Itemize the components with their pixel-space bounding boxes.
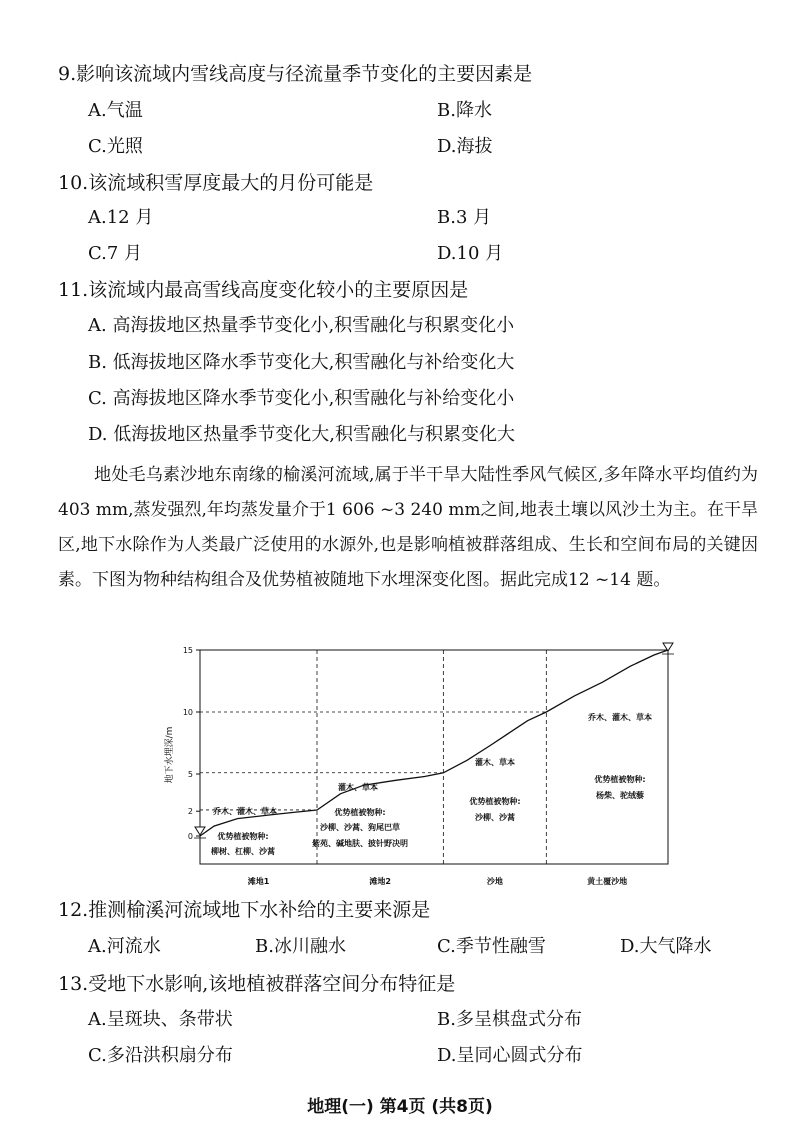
y-tick-label-15: 15 <box>182 646 193 655</box>
y-tick-label-10: 10 <box>182 708 193 717</box>
q11-option-d: D. 低海拔地区热量季节变化大,积雪融化与积累变化大 <box>88 424 515 445</box>
region-species-2: 灌木、草本 <box>338 783 378 792</box>
x-category-label-3: 沙地 <box>486 877 503 886</box>
x-category-label-1: 滩地1 <box>247 877 270 886</box>
region-species-3: 灌木、草本 <box>475 758 515 767</box>
page-footer: 地理(一) 第4页 (共8页) <box>307 1097 493 1117</box>
q11-option-a: A. 高海拔地区热量季节变化小,积雪融化与积累变化小 <box>88 315 515 336</box>
y-tick-label-2: 2 <box>187 807 193 817</box>
region-dominant-1: 柳树、杠柳、沙蒿 <box>211 847 275 856</box>
region-dominant-title-4: 优势植被物种: <box>594 775 646 784</box>
q10-option-b: B.3 月 <box>437 207 492 228</box>
q12-option-c: C.季节性融雪 <box>437 936 546 957</box>
question-11-stem: 11.该流域内最高雪线高度变化较小的主要原因是 <box>58 279 469 301</box>
question-13-stem: 13.受地下水影响,该地植被群落空间分布特征是 <box>58 973 456 995</box>
q12-option-b: B.冰川融水 <box>255 936 346 957</box>
q12-option-d: D.大气降水 <box>620 936 712 957</box>
q13-option-c: C.多沿洪积扇分布 <box>88 1045 233 1066</box>
q10-option-a: A.12 月 <box>88 207 154 228</box>
region-dominant-title-3: 优势植被物种: <box>469 797 521 806</box>
q9-option-d: D.海拔 <box>437 136 493 157</box>
x-category-label-4: 黄土覆沙地 <box>587 877 628 886</box>
region-dominant-title-2: 优势植被物种: <box>334 808 386 817</box>
q10-option-d: D.10 月 <box>437 243 504 264</box>
y-tick-label-0: 0 <box>187 832 193 841</box>
passage-text: 地处毛乌素沙地东南缘的榆溪河流域,属于半干旱大陆性季风气候区,多年降水平均值约为403 mm,蒸发强烈,年均蒸发量介于1 606 ~3 240 mm之间,地表土壤以风沙土为主。在干旱区,地下水除作为人类最广泛使用的水源外,也是影响植被群落组成、生长和空间布局的关键因素。下图为物种结构组合及优势植被随地下水埋深变化图。据此完成12 ~14 题。 <box>58 465 758 590</box>
q13-option-b: B.多呈棋盘式分布 <box>437 1009 582 1030</box>
question-9-stem: 9.影响该流域内雪线高度与径流量季节变化的主要因素是 <box>58 63 533 85</box>
q11-option-c: C. 高海拔地区降水季节变化小,积雪融化与补给变化小 <box>88 388 515 409</box>
question-10-stem: 10.该流域积雪厚度最大的月份可能是 <box>58 172 374 194</box>
region-species-1: 乔木、灌木、草本 <box>213 807 277 816</box>
q9-option-a: A.气温 <box>88 100 143 121</box>
plot-frame <box>200 650 668 864</box>
y-tick-label-5: 5 <box>187 770 193 779</box>
q13-option-d: D.呈同心圆式分布 <box>437 1045 583 1066</box>
region-dominant-2-line1: 沙柳、沙蒿、狗尾巴草 <box>320 823 400 832</box>
passage <box>58 458 758 598</box>
q12-option-a: A.河流水 <box>88 936 161 957</box>
y-axis-label: 地下水埋深/m <box>165 726 175 784</box>
region-species-4: 乔木、灌木、草本 <box>588 713 652 722</box>
region-dominant-3: 沙柳、沙蒿 <box>475 813 515 822</box>
groundwater-depth-chart <box>150 632 690 894</box>
q10-option-c: C.7 月 <box>88 243 143 264</box>
q9-option-b: B.降水 <box>437 100 492 121</box>
region-dominant-title-1: 优势植被物种: <box>217 832 269 841</box>
q9-option-c: C.光照 <box>88 136 143 157</box>
q11-option-b: B. 低海拔地区降水季节变化大,积雪融化与补给变化大 <box>88 352 515 373</box>
region-dominant-2-line2: 紫苑、碱地肤、披针野决明 <box>312 839 408 848</box>
q13-option-a: A.呈斑块、条带状 <box>88 1009 233 1030</box>
x-category-label-2: 滩地2 <box>369 877 391 886</box>
region-dominant-4: 杨柴、驼绒藜 <box>596 791 644 800</box>
question-12-stem: 12.推测榆溪河流域地下水补给的主要来源是 <box>58 899 431 921</box>
